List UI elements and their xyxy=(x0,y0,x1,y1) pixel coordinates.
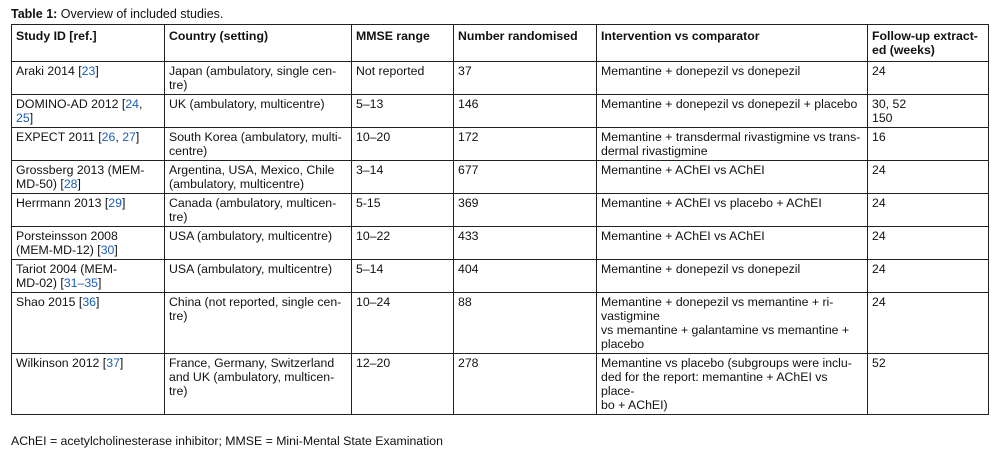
table-body xyxy=(12,62,989,415)
reference-punctuation: ] xyxy=(77,177,81,191)
cell-intervention: Memantine + AChEI vs AChEI xyxy=(597,227,868,260)
reference-link[interactable]: 25 xyxy=(16,111,30,125)
cell-follow-up: 24 xyxy=(868,62,989,95)
reference-link[interactable]: 28 xyxy=(63,177,78,191)
reference-punctuation: ] xyxy=(121,196,126,210)
study-name: Shao 2015 [ xyxy=(16,295,83,309)
cell-follow-up: 30, 52 150 xyxy=(868,95,989,128)
cell-country: Argentina, USA, Mexico, Chile (ambulatory, multicentre) xyxy=(165,161,352,194)
reference-link[interactable]: 23 xyxy=(81,64,96,78)
reference-punctuation: ] xyxy=(96,295,100,309)
study-name: DOMINO-AD 2012 [ xyxy=(16,97,126,111)
reference-link[interactable]: 36 xyxy=(82,295,97,309)
cell-number-randomised: 278 xyxy=(454,354,597,415)
cell-follow-up: 16 xyxy=(868,128,989,161)
reference-punctuation: ] xyxy=(135,130,140,144)
header-intervention: Intervention vs comparator xyxy=(597,25,868,62)
reference-link[interactable]: 27 xyxy=(122,130,136,144)
table-row xyxy=(12,227,989,260)
reference-link[interactable]: 30 xyxy=(100,243,115,257)
cell-study-id xyxy=(12,293,165,354)
studies-table xyxy=(11,24,989,415)
cell-country: Japan (ambulatory, single cen- tre) xyxy=(165,62,352,95)
table-footnote: AChEI = acetylcholinesterase inhibitor; MMSE = Mini-Mental State Examination xyxy=(11,434,443,448)
cell-follow-up: 52 xyxy=(868,354,989,415)
cell-intervention: Memantine + AChEI vs placebo + AChEI xyxy=(597,194,868,227)
cell-mmse-range: 10–22 xyxy=(352,227,454,260)
table-row xyxy=(12,194,989,227)
reference-link[interactable]: 29 xyxy=(108,196,122,210)
cell-study-id xyxy=(12,95,165,128)
cell-follow-up: 24 xyxy=(868,293,989,354)
cell-study-id xyxy=(12,161,165,194)
study-name: EXPECT 2011 [ xyxy=(16,130,102,144)
reference-punctuation: , xyxy=(139,97,143,111)
cell-study-id xyxy=(12,227,165,260)
cell-country: South Korea (ambulatory, multi- centre) xyxy=(165,128,352,161)
caption-label: Table 1: xyxy=(11,7,58,21)
cell-follow-up: 24 xyxy=(868,194,989,227)
cell-mmse-range: 12–20 xyxy=(352,354,454,415)
cell-intervention: Memantine + donepezil vs donepezil xyxy=(597,62,868,95)
cell-mmse-range: 10–24 xyxy=(352,293,454,354)
cell-intervention: Memantine + donepezil vs memantine + ri- vastigmine vs memantine + galantamine vs memantine + placebo xyxy=(597,293,868,354)
cell-number-randomised: 88 xyxy=(454,293,597,354)
cell-intervention: Memantine + AChEI vs AChEI xyxy=(597,161,868,194)
cell-number-randomised: 677 xyxy=(454,161,597,194)
cell-follow-up: 24 xyxy=(868,161,989,194)
study-name: Grossberg 2013 (MEM- MD-50) [ xyxy=(16,163,145,191)
cell-country: UK (ambulatory, multicentre) xyxy=(165,95,352,128)
table-row xyxy=(12,128,989,161)
study-name: Wilkinson 2012 [ xyxy=(16,356,107,370)
cell-number-randomised: 404 xyxy=(454,260,597,293)
reference-punctuation: ] xyxy=(119,356,124,370)
header-country: Country (setting) xyxy=(165,25,352,62)
study-name: Araki 2014 [ xyxy=(16,64,82,78)
header-row xyxy=(12,25,989,62)
reference-punctuation: ] xyxy=(95,64,99,78)
header-study-id: Study ID [ref.] xyxy=(12,25,165,62)
table-row xyxy=(12,293,989,354)
caption-text: Overview of included studies. xyxy=(57,7,224,21)
reference-link[interactable]: 37 xyxy=(106,356,120,370)
cell-number-randomised: 146 xyxy=(454,95,597,128)
reference-punctuation: ] xyxy=(98,276,102,290)
cell-intervention: Memantine + donepezil vs donepezil + placebo xyxy=(597,95,868,128)
cell-country: Canada (ambulatory, multicen- tre) xyxy=(165,194,352,227)
table-row xyxy=(12,62,989,95)
cell-study-id xyxy=(12,62,165,95)
cell-mmse-range: 5–14 xyxy=(352,260,454,293)
cell-mmse-range: 5-15 xyxy=(352,194,454,227)
cell-number-randomised: 37 xyxy=(454,62,597,95)
reference-link[interactable]: 24 xyxy=(125,97,140,111)
cell-mmse-range: 5–13 xyxy=(352,95,454,128)
header-follow-up: Follow-up extract- ed (weeks) xyxy=(868,25,989,62)
reference-link[interactable]: 31–35 xyxy=(63,276,99,290)
study-name: Tariot 2004 (MEM- MD-02) [ xyxy=(16,262,118,290)
header-number-randomised: Number randomised xyxy=(454,25,597,62)
table-row xyxy=(12,354,989,415)
reference-punctuation: , xyxy=(115,130,123,144)
cell-country: China (not reported, single cen- tre) xyxy=(165,293,352,354)
cell-study-id xyxy=(12,260,165,293)
cell-intervention: Memantine + transdermal rivastigmine vs trans- dermal rivastigmine xyxy=(597,128,868,161)
table-row xyxy=(12,95,989,128)
header-mmse-range: MMSE range xyxy=(352,25,454,62)
reference-punctuation: ] xyxy=(114,243,118,257)
table-row xyxy=(12,161,989,194)
cell-study-id xyxy=(12,194,165,227)
cell-number-randomised: 369 xyxy=(454,194,597,227)
cell-follow-up: 24 xyxy=(868,260,989,293)
cell-country: France, Germany, Switzerland and UK (ambulatory, multicen- tre) xyxy=(165,354,352,415)
cell-country: USA (ambulatory, multicentre) xyxy=(165,260,352,293)
cell-mmse-range: 10–20 xyxy=(352,128,454,161)
cell-follow-up: 24 xyxy=(868,227,989,260)
reference-link[interactable]: 26 xyxy=(101,130,116,144)
cell-country: USA (ambulatory, multicentre) xyxy=(165,227,352,260)
study-name: Porsteinsson 2008 (MEM-MD-12) [ xyxy=(16,229,118,257)
table-row xyxy=(12,260,989,293)
cell-mmse-range: 3–14 xyxy=(352,161,454,194)
cell-study-id xyxy=(12,354,165,415)
cell-intervention: Memantine + donepezil vs donepezil xyxy=(597,260,868,293)
cell-study-id xyxy=(12,128,165,161)
study-name: Herrmann 2013 [ xyxy=(16,196,109,210)
cell-mmse-range: Not reported xyxy=(352,62,454,95)
reference-punctuation: ] xyxy=(29,111,34,125)
cell-number-randomised: 433 xyxy=(454,227,597,260)
cell-number-randomised: 172 xyxy=(454,128,597,161)
table-caption xyxy=(11,6,223,22)
cell-intervention: Memantine vs placebo (subgroups were inclu- ded for the report: memantine + AChEI vs place- bo + AChEI) xyxy=(597,354,868,415)
